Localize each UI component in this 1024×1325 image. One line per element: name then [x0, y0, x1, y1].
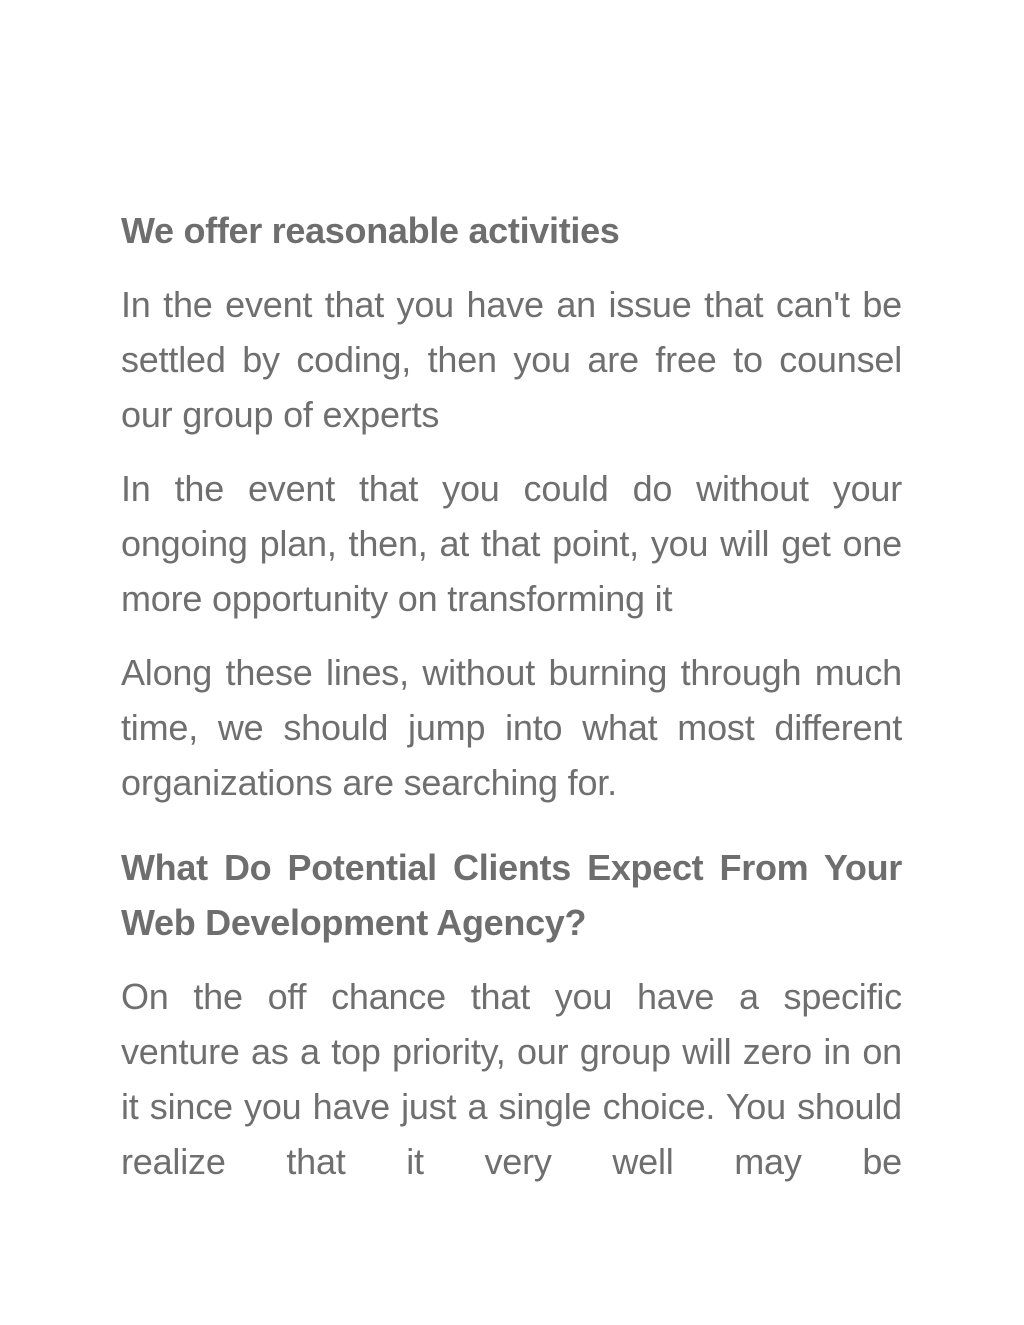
paragraph-specific-venture: On the off chance that you have a specific venture as a top priority, our group will zero in on it since you have just a single choice. You should realize that it very well may be [121, 976, 902, 1182]
section-heading-activities: We offer reasonable activities [121, 210, 620, 251]
document-page [121, 203, 902, 1189]
paragraph-ongoing-plan: In the event that you could do without your ongoing plan, then, at that point, you will get one more opportunity on transforming it [121, 468, 902, 619]
paragraph-along-these-lines: Along these lines, without burning through much time, we should jump into what most different organizations are searching for. [121, 652, 902, 803]
section-heading-client-expectations: What Do Potential Clients Expect From Your Web Development Agency? [121, 847, 902, 943]
paragraph-coding-issue: In the event that you have an issue that can't be settled by coding, then you are free to counsel our group of experts [121, 284, 902, 435]
